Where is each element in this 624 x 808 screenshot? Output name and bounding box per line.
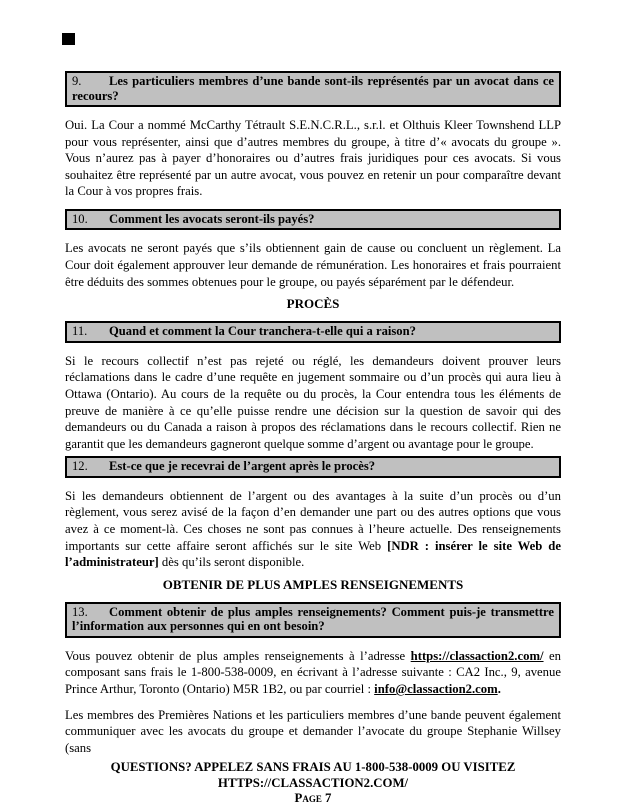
answer-12-text-1: Si les demandeurs obtiennent de l’argent ou des avantages à la suite d’un procès ou d’un règlement, vous serez avisé de la façon d’en demander une part ou des autres options que vous avez à ce moment-là. Ces choses ne sont pas connues à l’heure actuelle. Des renseignements importants sur cette affaire seront affichés sur le site Web [65, 488, 561, 553]
section-heading-proces: PROCÈS [286, 296, 340, 312]
footer-questions-line: QUESTIONS? APPELEZ SANS FRAIS AU 1-800-538-0009 OU VISITEZ [110, 760, 516, 775]
question-9-title: Les particuliers membres d’une bande sont-ils représentés par un avocat dans ce recours? [72, 74, 554, 103]
question-10-title: Comment les avocats seront-ils payés? [109, 211, 315, 226]
answer-13-text-3: . [497, 681, 501, 696]
answer-12-text-2: dès qu’ils seront disponible. [158, 555, 305, 570]
question-11-title: Quand et comment la Cour tranchera-t-elle qui a raison? [109, 324, 416, 339]
answer-13-paragraph-1 [65, 648, 561, 698]
answer-11-paragraph: Si le recours collectif n’est pas rejeté ou réglé, les demandeurs doivent prouver leurs réclamations dans le cadre d’une requête en jugement sommaire ou d’un procès qui aura lieu à Ottawa (Ontario). Au cours de la requête ou du procès, la Cour entendra tous les éléments de preuve de manière à ce qu’elle puisse rendre une décision sur la question de savoir qui des demandeurs ou du Canada a raison à propos des réclamations dans le recours collectif. Rien ne garantit que les demandeurs gagneront quelque somme d’argent ou avantage pour le groupe. [65, 353, 561, 451]
question-13-box [65, 602, 561, 638]
document-content [65, 0, 561, 807]
editor-note-placeholder: [NDR : insérer le site Web de l’administrateur] [65, 538, 561, 570]
question-9-number: 9. [72, 74, 82, 88]
answer-13-text-1: Vous pouvez obtenir de plus amples renseignements à l’adresse [65, 648, 411, 663]
question-10-number: 10. [72, 211, 88, 226]
email-link[interactable]: info@classaction2.com [374, 681, 498, 696]
page-footer [65, 760, 561, 807]
question-13-title: Comment obtenir de plus amples renseignements? Comment puis-je transmettre l’information aux personnes qui en ont besoin? [72, 604, 554, 634]
answer-9-paragraph: Oui. La Cour a nommé McCarthy Tétrault S.E.N.C.R.L., s.r.l. et Olthuis Kleer Townshend LLP pour vous représenter, ainsi que d’autres membres du groupe, à titre d’« avocats du groupe ». Vous n’aurez pas à payer d’honoraires ou d’autres frais juridiques pour ces avocats. Si vous souhaitez être représenté par un autre avocat, vous pouvez en retenir un pour comparaître devant la Cour à vos propres frais. [65, 118, 561, 199]
answer-13-paragraph-2: Les membres des Premières Nations et les particuliers membres d’une bande peuvent également communiquer avec les avocats du groupe et demander l’avocate du groupe Stephanie Willsey (sans [65, 707, 561, 755]
answer-13-text-2: en composant sans frais le 1-800-538-0009, en écrivant à l’adresse suivante : CA2 Inc., 9, avenue Prince Arthur, Toronto (Ontario) M5R 1B2, ou par courriel : [65, 648, 561, 696]
question-11-box [65, 321, 561, 343]
section-heading-more-info: OBTENIR DE PLUS AMPLES RENSEIGNEMENTS [162, 576, 464, 592]
answer-10-paragraph: Les avocats ne seront payés que s’ils obtiennent gain de cause ou concluent un règlement. La Cour doit également approuver leur demande de rémunération. Les honoraires et frais pourraient être déduits des sommes obtenues pour le groupe, ou payés séparément par le défendeur. [65, 241, 561, 289]
question-10-box [65, 209, 561, 231]
website-link[interactable]: https://classaction2.com/ [410, 648, 544, 663]
question-9-box [65, 71, 561, 107]
footer-url-line: HTTPS://CLASSACTION2.COM/ [217, 775, 409, 790]
question-12-number: 12. [72, 459, 88, 474]
page-number: Page 7 [294, 791, 332, 806]
answer-12-paragraph [65, 488, 561, 571]
question-13-number: 13. [72, 604, 88, 619]
question-12-title: Est-ce que je recevrai de l’argent après le procès? [109, 459, 376, 474]
question-11-number: 11. [72, 324, 88, 339]
question-12-box [65, 456, 561, 478]
